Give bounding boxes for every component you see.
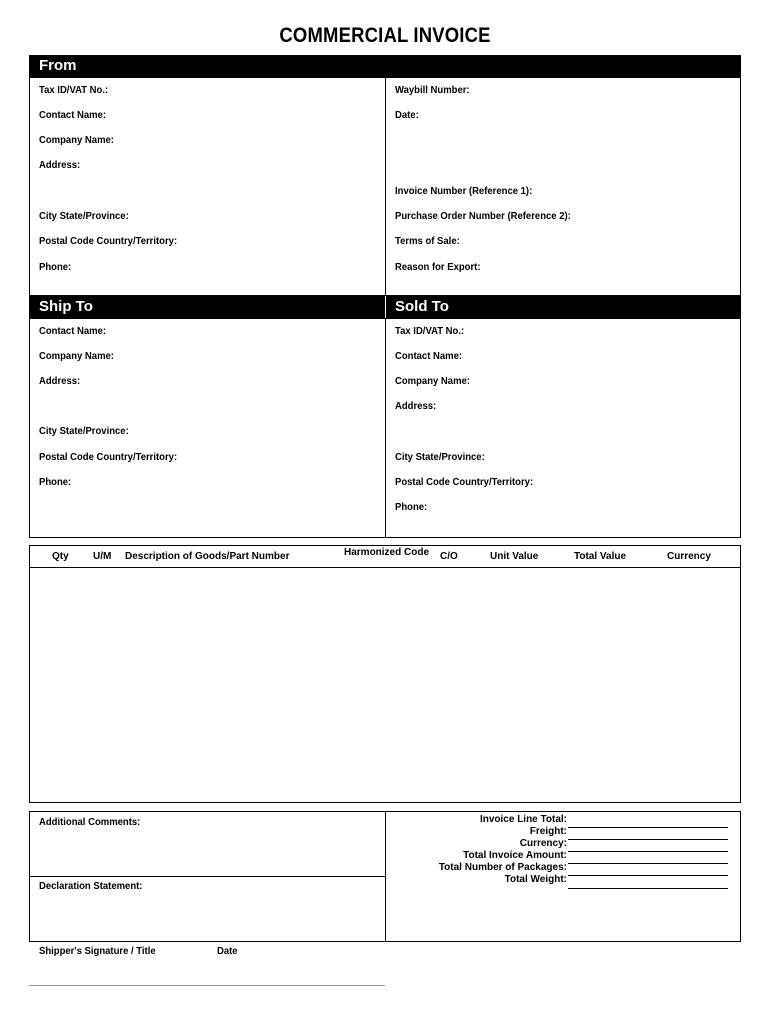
col-country-of-origin: C/O <box>440 551 458 562</box>
sold-to-tax-id-field[interactable]: Tax ID/VAT No.: <box>395 326 465 337</box>
total-weight-label: Total Weight: <box>504 874 567 885</box>
shipper-signature-label: Shipper's Signature / Title <box>39 946 156 957</box>
freight-label: Freight: <box>529 826 567 837</box>
col-total-value: Total Value <box>574 551 627 562</box>
col-qty: Qty <box>52 551 69 562</box>
header-separator <box>385 296 386 318</box>
sold-to-city-field[interactable]: City State/Province: <box>395 452 485 463</box>
total-packages-label: Total Number of Packages: <box>438 862 567 873</box>
from-header-label: From <box>39 57 77 74</box>
from-phone-field[interactable]: Phone: <box>39 262 72 273</box>
date-field[interactable]: Date: <box>395 110 419 121</box>
signature-line[interactable] <box>29 985 385 986</box>
col-harmonized-code: Harmonized Code <box>344 547 430 558</box>
ship-to-contact-name-field[interactable]: Contact Name: <box>39 326 107 337</box>
invoice-line-total-field[interactable] <box>568 827 728 828</box>
ship-to-postal-field[interactable]: Postal Code Country/Territory: <box>39 452 178 463</box>
currency-field[interactable] <box>568 851 728 852</box>
ship-to-city-field[interactable]: City State/Province: <box>39 426 129 437</box>
sold-to-phone-field[interactable]: Phone: <box>395 502 428 513</box>
ship-to-phone-field[interactable]: Phone: <box>39 477 72 488</box>
total-invoice-amount-label: Total Invoice Amount: <box>463 850 567 861</box>
page-title: COMMERCIAL INVOICE <box>279 24 491 47</box>
col-description: Description of Goods/Part Number <box>125 551 290 562</box>
from-header <box>29 55 741 77</box>
invoice-number-field[interactable]: Invoice Number (Reference 1): <box>395 186 533 197</box>
ship-to-address-field[interactable]: Address: <box>39 376 81 387</box>
from-divider <box>385 77 386 296</box>
from-contact-name-field[interactable]: Contact Name: <box>39 110 107 121</box>
ship-to-header: Ship To <box>39 298 93 315</box>
from-address-field[interactable]: Address: <box>39 160 81 171</box>
declaration-statement-field[interactable]: Declaration Statement: <box>39 881 143 892</box>
sold-to-company-name-field[interactable]: Company Name: <box>395 376 470 387</box>
ship-sold-divider <box>385 318 386 538</box>
col-currency: Currency <box>667 551 711 562</box>
reason-for-export-field[interactable]: Reason for Export: <box>395 262 481 273</box>
col-unit-value: Unit Value <box>490 551 539 562</box>
signature-date-label: Date <box>217 946 238 957</box>
sold-to-address-field[interactable]: Address: <box>395 401 437 412</box>
sold-to-header: Sold To <box>395 298 449 315</box>
comments-rule <box>29 876 386 877</box>
items-entry-area[interactable] <box>30 568 740 802</box>
waybill-number-field[interactable]: Waybill Number: <box>395 85 470 96</box>
from-company-name-field[interactable]: Company Name: <box>39 135 114 146</box>
additional-comments-field[interactable]: Additional Comments: <box>39 817 141 828</box>
total-packages-field[interactable] <box>568 875 728 876</box>
invoice-line-total-label: Invoice Line Total: <box>479 814 567 825</box>
ship-to-company-name-field[interactable]: Company Name: <box>39 351 114 362</box>
from-tax-id-field[interactable]: Tax ID/VAT No.: <box>39 85 109 96</box>
purchase-order-field[interactable]: Purchase Order Number (Reference 2): <box>395 211 571 222</box>
from-city-field[interactable]: City State/Province: <box>39 211 129 222</box>
terms-of-sale-field[interactable]: Terms of Sale: <box>395 236 460 247</box>
sold-to-contact-name-field[interactable]: Contact Name: <box>395 351 463 362</box>
sold-to-postal-field[interactable]: Postal Code Country/Territory: <box>395 477 534 488</box>
from-postal-field[interactable]: Postal Code Country/Territory: <box>39 236 178 247</box>
currency-label: Currency: <box>519 838 567 849</box>
col-um: U/M <box>93 551 112 562</box>
total-invoice-amount-field[interactable] <box>568 863 728 864</box>
total-weight-field[interactable] <box>568 888 728 889</box>
freight-field[interactable] <box>568 839 728 840</box>
